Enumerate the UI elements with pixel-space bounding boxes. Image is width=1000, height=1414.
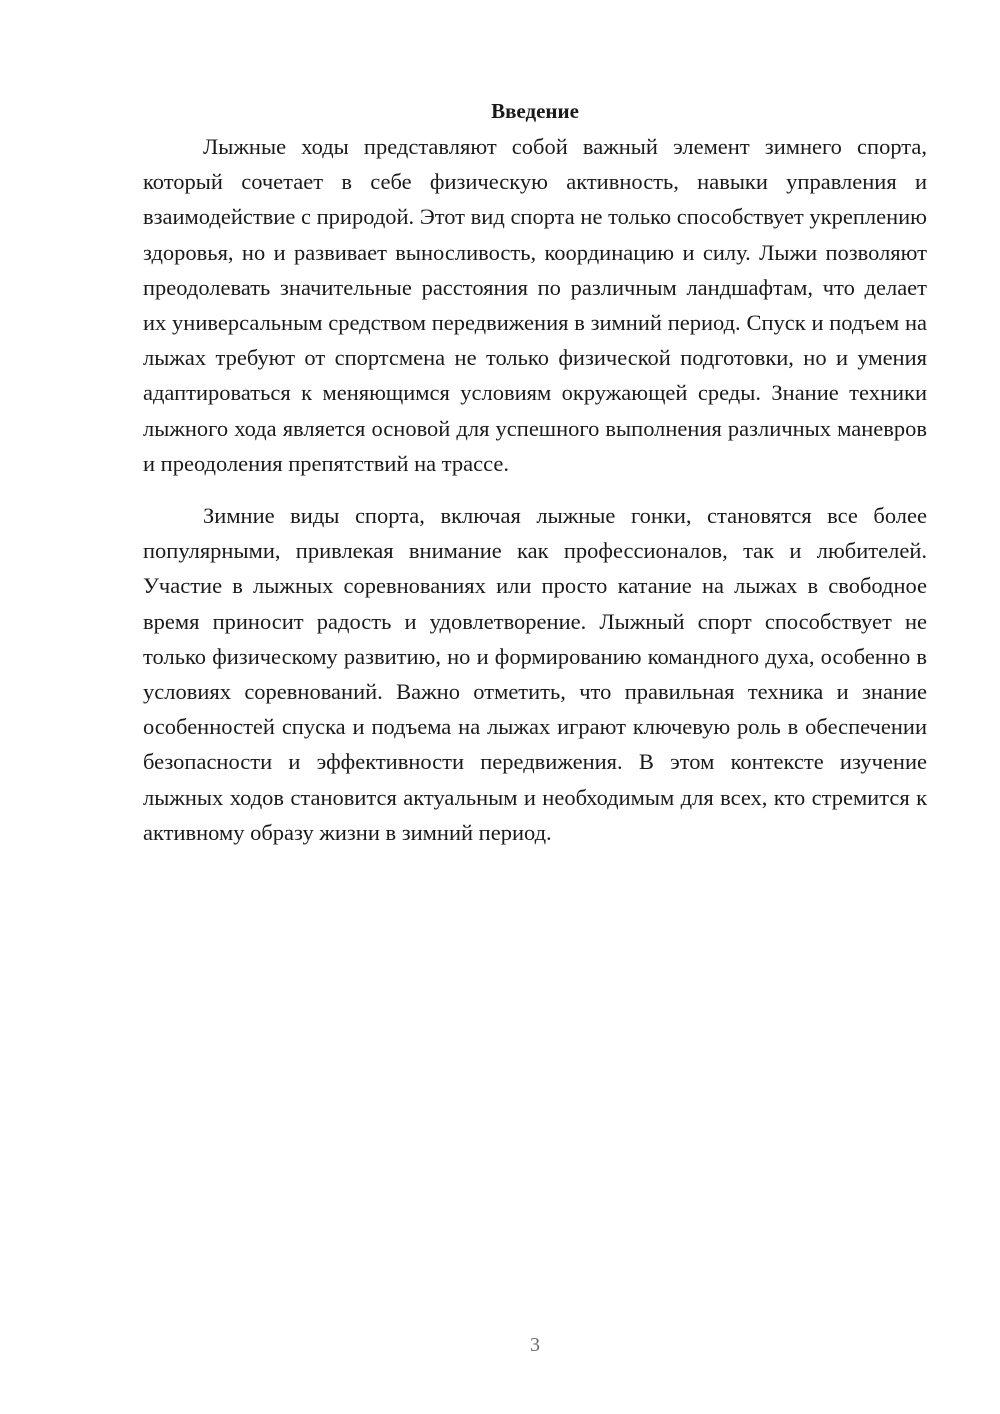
page-number: 3 bbox=[530, 1334, 540, 1356]
paragraph-1: Лыжные ходы представляют собой важный элемент зимнего спорта, который сочетает в себе физическую активность, навыки управления и взаимодействие с природой. Этот вид спорта не только способствует укреплению здоровья, но и развивает выносливость, координацию и силу. Лыжи позволяют преодолевать значительные расстояния по различным ландшафтам, что делает их универсальным средством передвижения в зимний период. Спуск и подъем на лыжах требуют от спортсмена не только физической подготовки, но и умения адаптироваться к меняющимся условиям окружающей среды. Знание техники лыжного хода является основой для успешного выполнения различных маневров и преодоления препятствий на трассе. bbox=[143, 134, 927, 476]
paragraph-2: Зимние виды спорта, включая лыжные гонки, становятся все более популярными, привлекая внимание как профессионалов, так и любителей. Участие в лыжных соревнованиях или просто катание на лыжах в свободное время приносит радость и удовлетворение. Лыжный спорт способствует не только физическому развитию, но и формированию командного духа, особенно в условиях соревнований. Важно отметить, что правильная техника и знание особенностей спуска и подъема на лыжах играют ключевую роль в обеспечении безопасности и эффективности передвижения. В этом контексте изучение лыжных ходов становится актуальным и необходимым для всех, кто стремится к активному образу жизни в зимний период. bbox=[143, 503, 927, 845]
page-content bbox=[143, 94, 927, 850]
section-heading: Введение bbox=[491, 99, 579, 123]
